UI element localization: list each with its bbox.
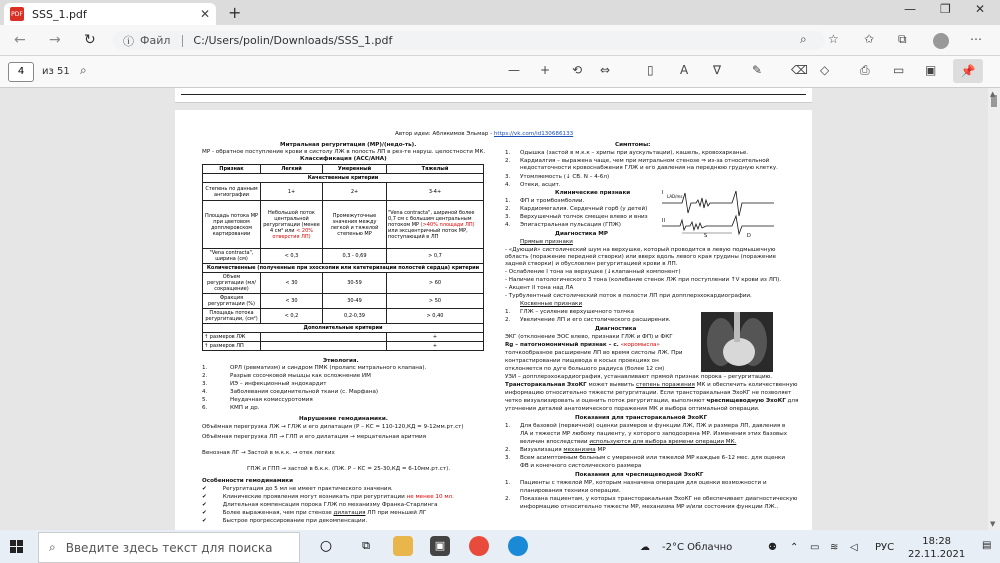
search-icon[interactable]: ⌕ bbox=[80, 63, 87, 77]
tte-ind-line bbox=[520, 447, 606, 454]
zoom-in-icon[interactable]: + bbox=[540, 63, 551, 77]
maximize-icon[interactable]: ❐ bbox=[940, 2, 951, 16]
tte-text: четко визуализировать и оценить поток регургитации, выполняют bbox=[505, 398, 705, 404]
etiology-item: ОРЛ (ревматизм) и синдром ПМК (пролапс митрального клапана). bbox=[230, 365, 427, 371]
feature-item: Быстрое прогрессирование при декомпенсации. bbox=[222, 518, 368, 524]
tte-line: информацию относительно тяжести регургитации. Если трансторакальная ЭхоКГ не позволяет bbox=[505, 390, 792, 396]
table-cell: > 0,7 bbox=[387, 249, 484, 264]
table-cell bbox=[387, 201, 484, 249]
th-mild: Легкий bbox=[261, 165, 323, 174]
edge-icon[interactable] bbox=[508, 536, 528, 556]
tte-ind-title: Показания для трансторакальной ЭхоКГ bbox=[575, 415, 708, 421]
direct-line: задней створки) и обусловлен регургитацией крови в ЛП. bbox=[505, 261, 678, 267]
table-cell: < 0,3 bbox=[261, 249, 323, 264]
etiology-num: 6. bbox=[202, 405, 208, 411]
new-tab-button[interactable]: + bbox=[228, 3, 242, 22]
author-link[interactable]: https://vk.com/id130686133 bbox=[493, 131, 574, 137]
rg-text-red: «коромысла» bbox=[620, 342, 660, 348]
quant-criteria-row: Количественные (полученные при эхоскопии или катетеризации полостей сердца) критерии bbox=[203, 264, 484, 273]
direct-line: - Турбулентный систолический поток в полости ЛП при допплерэхокардиографии. bbox=[505, 293, 752, 299]
feature-item: Более выраженная, чем при стенозе bbox=[222, 510, 332, 516]
table-cell: Объем регургитации (мл/сокращение) bbox=[203, 273, 261, 294]
symptom-item: недостаточности кровоснабжения ГЛЖ и его давления на переднюю грудную клетку. bbox=[520, 165, 778, 171]
store-icon[interactable]: ▣ bbox=[430, 536, 450, 556]
tte-ind-text: МР bbox=[597, 447, 606, 453]
save-icon[interactable]: ▭ bbox=[893, 63, 905, 77]
zoom-out-icon[interactable]: — bbox=[508, 63, 520, 77]
symptoms-title: Симптомы: bbox=[615, 142, 651, 148]
classification-title: Классификация (АСС/АНА) bbox=[300, 156, 387, 162]
tee-ind-line: Пациенты с тяжелой МР, которым назначена операция для оценки возможности и bbox=[520, 480, 767, 486]
symptom-num: 1. bbox=[505, 150, 511, 156]
tee-ind-line: информацию относительно тяжести МР, механизма МР и/или состояния функции ЛЖ.. bbox=[520, 504, 779, 510]
etiology-num: 5. bbox=[202, 397, 208, 403]
print-icon[interactable]: ⎙ bbox=[860, 63, 870, 77]
chest-xray-image bbox=[701, 312, 773, 372]
clinical-item: Кардиомегалия. Сердечный горб (у детей) bbox=[520, 206, 648, 212]
tee-ind-num: 2. bbox=[505, 496, 511, 502]
file-label: Файл bbox=[140, 34, 171, 47]
ecg-text: ЭКГ (отклонение ЭОС влево, признаки ГЛЖ и ФП) и ФКГ bbox=[505, 334, 673, 340]
zoom-icon[interactable]: ⌕ bbox=[800, 32, 807, 46]
close-icon[interactable]: ✕ bbox=[199, 7, 210, 21]
etiology-item: КМП и др. bbox=[230, 405, 260, 411]
table-cell: > 0,40 bbox=[387, 309, 484, 324]
table-cell: ↑ размеров ЛЖ bbox=[203, 333, 261, 342]
favorite-icon[interactable]: ☆ bbox=[828, 32, 839, 46]
diagnostics-title: Диагностика bbox=[595, 326, 637, 332]
pin-toolbar-icon[interactable]: 📌 bbox=[953, 59, 983, 83]
direct-line: - «Дующий» систолический шум на верхушке, который проводится в левую подмышечную bbox=[505, 247, 776, 253]
symptom-item: Кардиалгия – выражена чаще, чем при митральном стенозе ⇒ из-за относительной bbox=[520, 158, 770, 164]
rg-text: Rg – патогномоничный признак – с. bbox=[505, 342, 619, 348]
tte-line bbox=[505, 398, 798, 405]
table-text: или эксцентричный поток МР, поступающий в ЛП bbox=[388, 227, 468, 240]
tte-text: для bbox=[785, 398, 799, 404]
etiology-num: 4. bbox=[202, 389, 208, 395]
uzi-line: УЗИ – допплерэхокардиография, устанавливают прямой признак порока – регургитацию. bbox=[505, 374, 773, 380]
direct-line: - Ослабление I тона на верхушке (↓клапанный компонент) bbox=[505, 269, 681, 275]
table-cell: Площадь потока регургитации, (см²) bbox=[203, 309, 261, 324]
highlight-icon[interactable]: ✎ bbox=[752, 63, 763, 77]
tee-ind-num: 1. bbox=[505, 480, 511, 486]
table-cell: Площадь потока МР при цветовом допплеровском картировании bbox=[203, 201, 261, 249]
table-cell: > 50 bbox=[387, 294, 484, 309]
weather-text[interactable]: -2°C Облачно bbox=[662, 542, 733, 553]
wifi-icon[interactable]: ≋ bbox=[830, 542, 839, 553]
table-text-red: (>40% площади ЛП) bbox=[420, 221, 475, 228]
table-cell bbox=[261, 201, 323, 249]
tte-ind-underline: механизма bbox=[563, 447, 596, 453]
rg-line bbox=[505, 342, 660, 349]
tee-ind-title: Показания для чреспищеводной ЭхоКГ bbox=[575, 472, 704, 478]
draw-icon[interactable]: ∇ bbox=[713, 63, 722, 77]
table-cell: Промежуточные значения между легкой и тяжелой степенью МР bbox=[323, 201, 387, 249]
tte-text: МК и обеспечить количественную bbox=[694, 382, 798, 388]
direct-line: - Акцент II тона над ЛА bbox=[505, 285, 574, 291]
pdf-icon: PDF bbox=[10, 7, 24, 21]
table-cell bbox=[261, 342, 387, 351]
pdf-page bbox=[175, 110, 812, 530]
table-cell: + bbox=[387, 342, 484, 351]
tte-ind-line: Для базовой (первичной) оценки размеров и функции ЛЖ, ПЖ и размера ЛП, давления в bbox=[520, 423, 786, 429]
direct-line: - Наличие патологического 3 тона (колебание стенок ЛЖ при поступлении ↑V крови из ЛП). bbox=[505, 277, 782, 283]
table-cell: < 30 bbox=[261, 273, 323, 294]
indirect-num: 2. bbox=[505, 317, 511, 323]
battery-icon[interactable]: ▭ bbox=[810, 542, 820, 553]
diag-title: Диагностика МР bbox=[555, 231, 608, 237]
clock-time: 18:28 bbox=[922, 536, 952, 547]
tee-bold: чреспищеводную ЭхоКГ bbox=[706, 398, 786, 404]
refresh-icon[interactable]: ↻ bbox=[84, 32, 96, 48]
symptom-num: 2. bbox=[505, 158, 511, 164]
table-cell: 0,3 - 0,69 bbox=[323, 249, 387, 264]
favorites-list-icon[interactable]: ✩ bbox=[864, 32, 875, 46]
clinical-num: 1. bbox=[505, 198, 511, 204]
symptom-item: Утомляемость (↓ СВ. N – 4-6л) bbox=[520, 174, 610, 180]
page-rule bbox=[181, 94, 806, 95]
table-text: "Vena contracta", шириной более 0,7 см с большим центральным потоком МР bbox=[388, 209, 475, 228]
table-cell bbox=[261, 333, 387, 342]
tte-underline: степень поражения bbox=[636, 382, 695, 388]
scroll-down-icon[interactable]: ▼ bbox=[990, 520, 996, 528]
info-icon: ⓘ bbox=[123, 34, 134, 48]
symptom-num: 4. bbox=[505, 182, 511, 188]
clinical-num: 2. bbox=[505, 206, 511, 212]
tte-ind-num: 3. bbox=[505, 455, 511, 461]
page-total: из 51 bbox=[42, 66, 70, 77]
ecg-label: D bbox=[747, 233, 751, 238]
page-view-icon[interactable]: ▯ bbox=[647, 63, 654, 77]
table-cell: "Vena contracta", ширина (см) bbox=[203, 249, 261, 264]
etiology-item: Неудачная комиссуротомия bbox=[230, 397, 313, 403]
fit-page-icon[interactable]: ⇔ bbox=[600, 63, 611, 77]
hemo-line: Объёмная перегрузка ЛЖ → ГЛЖ и его дилатация (Р – КС = 110-120,КД = 9-12мм.рт.ст) bbox=[202, 424, 464, 430]
task-view-icon[interactable]: ○ bbox=[319, 538, 333, 554]
rg-line: толчкообразное расширение ЛП во время систолы ЛЖ. При bbox=[505, 350, 683, 356]
address-bar[interactable] bbox=[113, 31, 825, 50]
features-title: Особенности гемодинамики bbox=[202, 478, 294, 484]
cloud-icon: ☁ bbox=[640, 542, 650, 553]
table-cell: Фракция регургитации (%) bbox=[203, 294, 261, 309]
feature-item: Регургитация до 5 мл не имеет практического значения. bbox=[222, 486, 393, 492]
notifications-icon[interactable]: ▤ bbox=[982, 540, 992, 551]
windows-start-icon[interactable] bbox=[10, 540, 23, 553]
table-cell: + bbox=[387, 333, 484, 342]
etiology-title: Этиология. bbox=[323, 358, 359, 364]
chevron-up-icon[interactable]: ⌃ bbox=[790, 542, 799, 553]
ecg-label: II bbox=[662, 218, 665, 224]
hemo-line: ГПЖ и ГПП → застой в б.к.к. (ПЖ. Р – КС = 25-30,КД = 6-10мм.рт.ст). bbox=[247, 466, 451, 472]
tte-ind-text: Визуализация bbox=[520, 447, 562, 453]
chrome-icon[interactable] bbox=[469, 536, 489, 556]
feature-item-underline: дилатация bbox=[333, 510, 366, 516]
clinical-item: ФП и тромбоэмболии. bbox=[520, 198, 585, 204]
table-cell: 30-49 bbox=[323, 294, 387, 309]
read-aloud-icon[interactable]: A bbox=[680, 63, 689, 77]
tte-ind-line bbox=[520, 439, 736, 446]
indirect-signs-title: Косвенные признаки bbox=[520, 301, 583, 307]
forward-icon[interactable]: → bbox=[49, 32, 61, 48]
save-as-icon[interactable]: ▣ bbox=[925, 63, 937, 77]
table-cell: 30-59 bbox=[323, 273, 387, 294]
more-icon[interactable]: ⋯ bbox=[970, 32, 982, 46]
eraser-icon[interactable]: ◇ bbox=[820, 63, 830, 77]
ecg-trace-bottom bbox=[662, 216, 774, 234]
classification-table bbox=[202, 164, 484, 351]
url-text: C:/Users/polin/Downloads/SSS_1.pdf bbox=[193, 34, 393, 47]
etiology-num: 2. bbox=[202, 373, 208, 379]
clinical-title: Клинические признаки bbox=[555, 190, 631, 196]
feature-item-red: не менее 10 мл. bbox=[406, 494, 454, 500]
people-icon[interactable]: ⚉ bbox=[768, 542, 777, 553]
rg-line: контрастировании пищевода в косых проекциях он bbox=[505, 358, 659, 364]
features-list: ✔ Длительная компенсация порока ГЛЖ по механизму Франка-Старлинга bbox=[202, 502, 438, 508]
minimize-icon[interactable]: — bbox=[904, 2, 916, 16]
th-sign: Признак bbox=[203, 165, 261, 174]
extra-criteria-row: Дополнительные критерии bbox=[203, 324, 484, 333]
table-cell: < 0,2 bbox=[261, 309, 323, 324]
tte-line: уточнения деталей анатомического поражения МК и выбора оптимальной операции. bbox=[505, 406, 760, 412]
clinical-item: Верхушечный толчок смещен влево и вниз bbox=[520, 214, 648, 220]
tte-ind-num: 1. bbox=[505, 423, 511, 429]
clock[interactable] bbox=[908, 535, 965, 561]
etiology-item: ИЭ – инфекционный эндокардит bbox=[230, 381, 327, 387]
table-cell: 0,2-0,39 bbox=[323, 309, 387, 324]
language-indicator[interactable]: РУС bbox=[875, 542, 895, 553]
table-cell: 2+ bbox=[323, 183, 387, 201]
hemo-title: Нарушение гемодинамики. bbox=[299, 416, 388, 422]
ecg-label: LAD/ms bbox=[667, 194, 683, 199]
etiology-num: 3. bbox=[202, 381, 208, 387]
hemo-line: Объёмная перегрузка ЛП → ГЛП и его дилатация → мерцательная аритмия bbox=[202, 434, 426, 440]
tee-ind-line: Показана пациентам, у которых трансторакальная ЭхоКГ не обеспечивает диагностическую bbox=[520, 496, 798, 502]
rotate-icon[interactable]: ⟲ bbox=[572, 63, 583, 77]
doc-title: Митральная регургитация (МР)/(недо-ть). bbox=[280, 142, 417, 148]
tte-text: может выявить bbox=[586, 382, 637, 388]
direct-signs-title: Прямые признаки bbox=[520, 239, 573, 245]
table-text: Небольшой поток центральной регургитации (менее 4 см² или bbox=[263, 209, 320, 234]
clock-date: 22.11.2021 bbox=[908, 549, 966, 560]
etiology-item: Разрыв сосочковой мышцы как осложнение ИМ bbox=[230, 373, 371, 379]
tte-ind-line: ФВ и конечного систолического размера bbox=[520, 463, 642, 469]
table-text-red: < 20% отверстия ЛП) bbox=[272, 227, 314, 240]
back-icon[interactable]: ← bbox=[14, 32, 26, 48]
features-list: ✔ Клинические проявления могут возникать при регургитации не менее 10 мл. bbox=[202, 494, 454, 500]
symptom-item: Отеки, асцит. bbox=[520, 182, 561, 188]
tte-bold: Трансторакальная ЭхоКГ bbox=[505, 382, 587, 388]
feature-item: Клинические проявления могут возникать при регургитации bbox=[222, 494, 405, 500]
th-severe: Тяжелый bbox=[387, 165, 484, 174]
author-text: Автор идеи: Аблякимов Эльмар - bbox=[395, 131, 494, 137]
th-moderate: Умеренный bbox=[323, 165, 387, 174]
file-explorer-icon[interactable] bbox=[393, 536, 413, 556]
tte-ind-underline: используются для выбора времени операции МК. bbox=[589, 439, 737, 445]
table-cell: ↑ размеров ЛП bbox=[203, 342, 261, 351]
tab-sss-pdf[interactable] bbox=[4, 3, 216, 25]
previous-page-bottom bbox=[175, 88, 812, 103]
clinical-num: 3. bbox=[505, 214, 511, 220]
qual-criteria-row: Качественные критерии bbox=[203, 174, 484, 183]
indirect-item: Увеличение ЛП и его систолического расширения. bbox=[520, 317, 671, 323]
features-list: ✔ Быстрое прогрессирование при декомпенсации. bbox=[202, 518, 368, 524]
tte-ind-line: ЛА и тяжести МР любому пациенту, у которого заподозрена МР. Изменения этих базовых bbox=[520, 431, 788, 437]
table-cell: < 30 bbox=[261, 294, 323, 309]
clinical-item: Эпигастральная пульсация (ГПЖ) bbox=[520, 222, 621, 228]
etiology-item: Заболевания соединительной ткани (с. Марфана) bbox=[230, 389, 379, 395]
feature-item: Длительная компенсация порока ГЛЖ по механизму Франка-Старлинга bbox=[222, 502, 438, 508]
divider bbox=[182, 35, 183, 47]
rg-line: отклоняется по дуге большого радиуса (более 12 см) bbox=[505, 366, 665, 372]
ecg-label: I bbox=[662, 190, 664, 196]
volume-icon[interactable]: ◁ bbox=[850, 542, 858, 553]
tte-ind-text: величин впоследствии bbox=[520, 439, 588, 445]
page-number-input[interactable]: 4 bbox=[8, 62, 34, 82]
symptom-num: 3. bbox=[505, 174, 511, 180]
direct-line: область (поражение передней створки) или вверх вдоль левого края грудины (поражение bbox=[505, 254, 777, 260]
table-cell: 1+ bbox=[261, 183, 323, 201]
tte-ind-num: 2. bbox=[505, 447, 511, 453]
clinical-num: 4. bbox=[505, 222, 511, 228]
definition: МР - обратное поступление крови в систолу ЛЖ в полость ЛП в рез-те наруш. целостности МК. bbox=[202, 149, 486, 155]
scrollbar[interactable] bbox=[988, 88, 1000, 530]
tee-ind-line: планирования техники операции. bbox=[520, 488, 621, 494]
taskbar-search[interactable] bbox=[38, 532, 300, 563]
pdf-toolbar bbox=[0, 56, 1000, 88]
features-list: ✔ Регургитация до 5 мл не имеет практического значения. bbox=[202, 486, 393, 492]
ecg-label: S bbox=[704, 233, 708, 238]
taskbar-search-placeholder: Введите здесь текст для поиска bbox=[65, 540, 273, 555]
window-close-icon[interactable]: ✕ bbox=[975, 2, 986, 16]
author-line bbox=[395, 131, 573, 138]
table-cell: > 60 bbox=[387, 273, 484, 294]
features-list: ✔ Более выраженная, чем при стенозе дилатация ЛП при меньшей ЛГ bbox=[202, 510, 427, 516]
symptom-item: Одышка (застой в м.к.к – хрипы при аускультации), кашель, кровохарканье. bbox=[520, 150, 749, 156]
table-cell: 3-4+ bbox=[387, 183, 484, 201]
etiology-num: 1. bbox=[202, 365, 208, 371]
task-view-multi-icon[interactable]: ⧉ bbox=[362, 539, 370, 552]
collections-icon[interactable]: ⧉ bbox=[898, 32, 907, 46]
feature-item: ЛП при меньшей ЛГ bbox=[367, 510, 427, 516]
indirect-item: ГЛЖ – усиление верхушечного толчка bbox=[520, 309, 634, 315]
scroll-up-icon[interactable]: ▲ bbox=[990, 90, 996, 98]
tab-title: SSS_1.pdf bbox=[32, 7, 87, 21]
ecg-figure bbox=[662, 188, 774, 238]
xray-drawing bbox=[701, 312, 773, 372]
hemo-line: Венозная ЛГ → Застой в м.к.к. → отек легких bbox=[202, 450, 335, 456]
search-icon: ⌕ bbox=[49, 540, 56, 554]
tte-ind-line: Всем асимптомным больным с умеренной или тяжелой МР каждые 6–12 мес. для оценки bbox=[520, 455, 786, 461]
tte-line bbox=[505, 382, 798, 389]
indirect-num: 1. bbox=[505, 309, 511, 315]
erase-icon[interactable]: ⌫ bbox=[791, 63, 808, 77]
profile-avatar[interactable] bbox=[933, 33, 949, 49]
table-cell: Степень по данным ангиографии bbox=[203, 183, 261, 201]
